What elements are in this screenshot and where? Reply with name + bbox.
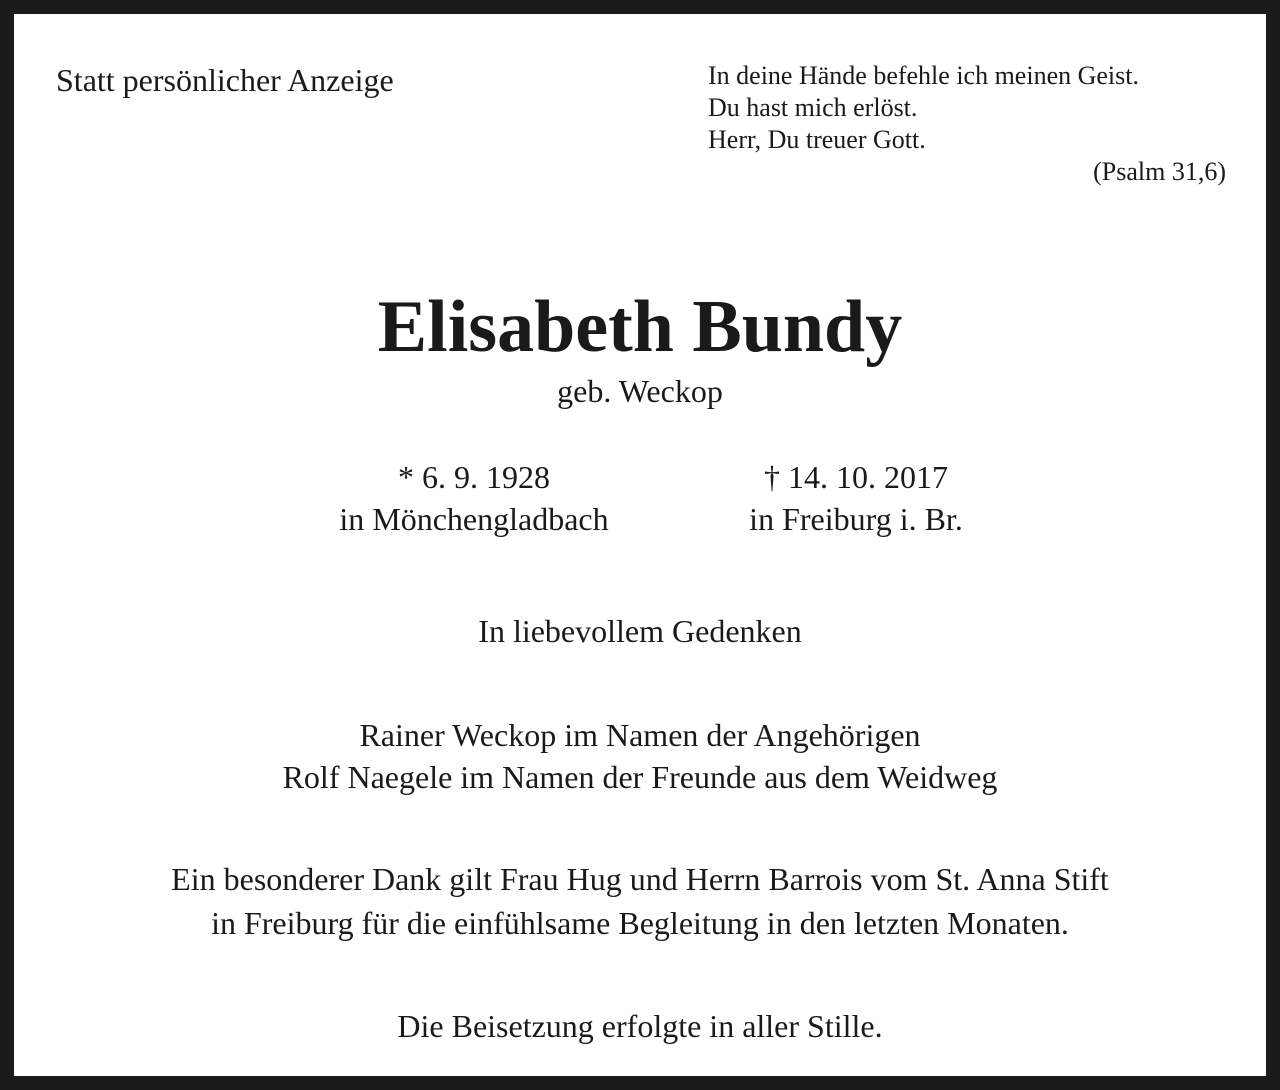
thanks-paragraph: [14, 857, 1266, 945]
verse-line: In deine Hände befehle ich meinen Geist.: [708, 61, 1139, 90]
signatory-line: Rainer Weckop im Namen der Angehörigen: [359, 717, 921, 753]
header-note: Statt persönlicher Anzeige: [56, 62, 394, 98]
deceased-name: Elisabeth Bundy: [377, 286, 903, 368]
verse-line: Herr, Du treuer Gott.: [708, 125, 926, 154]
death-info: [714, 456, 998, 540]
signatories: [14, 714, 1266, 798]
death-place: in Freiburg i. Br.: [749, 501, 963, 537]
maiden-name: geb. Weckop: [557, 373, 723, 409]
bible-verse: [708, 60, 1226, 188]
verse-line: Du hast mich erlöst.: [708, 93, 918, 122]
remembrance-line: In liebevollem Gedenken: [478, 613, 802, 649]
birth-place: in Mönchengladbach: [339, 501, 609, 537]
birth-info: [304, 456, 644, 540]
burial-note: Die Beisetzung erfolgte in aller Stille.: [397, 1008, 883, 1044]
thanks-line: in Freiburg für die einfühlsame Begleitung in den letzten Monaten.: [211, 905, 1069, 941]
verse-reference: (Psalm 31,6): [1093, 157, 1226, 186]
birth-date: * 6. 9. 1928: [398, 459, 550, 495]
signatory-line: Rolf Naegele im Namen der Freunde aus dem Weidweg: [282, 759, 998, 795]
death-date: † 14. 10. 2017: [764, 459, 948, 495]
thanks-line: Ein besonderer Dank gilt Frau Hug und Herrn Barrois vom St. Anna Stift: [171, 861, 1109, 897]
